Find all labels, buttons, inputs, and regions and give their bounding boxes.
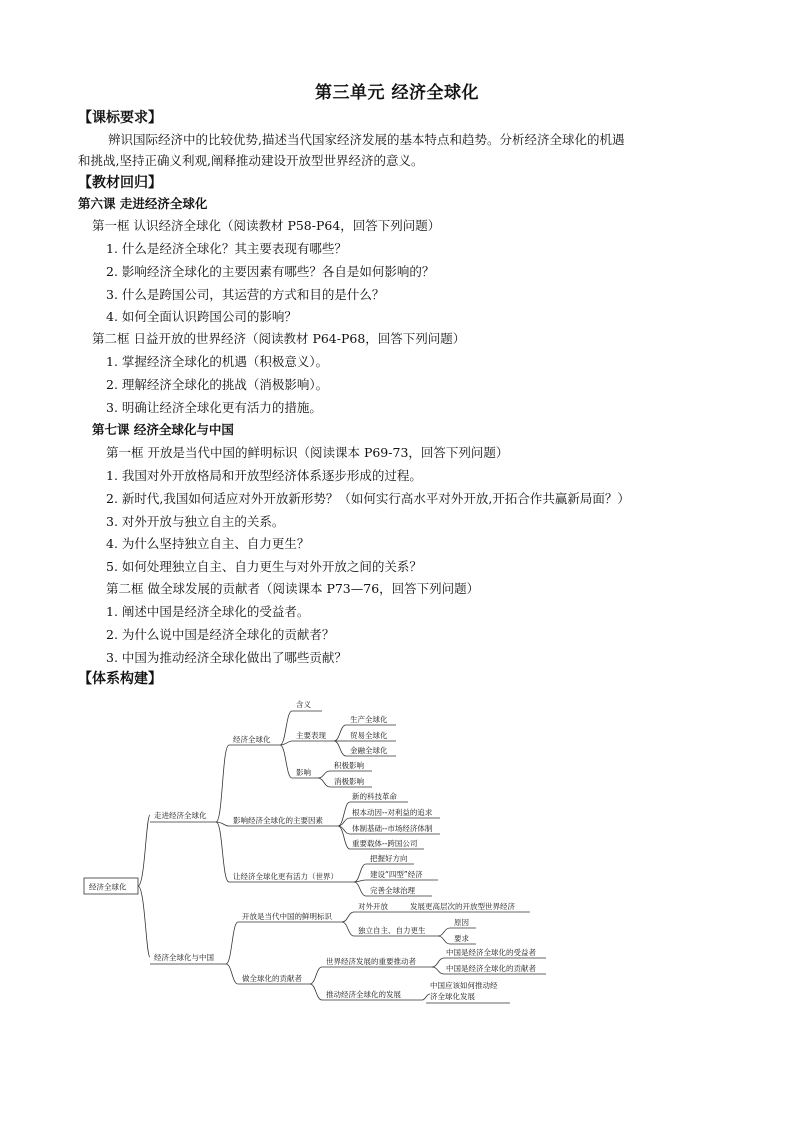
- mindmap-leaf: 积极影响: [334, 761, 364, 770]
- mindmap-node: 做全球化的贡献者: [242, 974, 302, 983]
- question: 4. 为什么坚持独立自主、自力更生？: [106, 536, 310, 551]
- mindmap-node: 开放是当代中国的鲜明标识: [242, 912, 332, 921]
- lesson7-frame2-title: 第二框 做全球发展的贡献者（阅读课本 P73—76，回答下列问题）: [106, 581, 480, 596]
- mindmap-leaf: 金融全球化: [350, 746, 388, 755]
- mindmap-node: 含义: [296, 700, 311, 709]
- mindmap-node: 影响: [296, 768, 311, 777]
- mindmap-node: 影响经济全球化的主要因素: [233, 816, 323, 825]
- mindmap-branch-2: 经济全球化与中国: [154, 953, 214, 962]
- mindmap-branch-1: 走进经济全球化: [154, 811, 207, 820]
- question: 3. 明确让经济全球化更有活力的措施。: [106, 400, 322, 415]
- question: 3. 对外开放与独立自主的关系。: [106, 514, 285, 529]
- mindmap-leaf: 贸易全球化: [350, 731, 388, 740]
- section-standard-heading: 【课标要求】: [78, 110, 162, 126]
- mindmap-leaf: 根本动因--对利益的追求: [352, 808, 433, 817]
- mindmap-leaf: 完善全球治理: [370, 886, 415, 895]
- section-system-heading: 【体系构建】: [78, 671, 162, 687]
- question: 2. 影响经济全球化的主要因素有哪些？各自是如何影响的？: [106, 264, 435, 279]
- mindmap-node: 独立自主、自力更生: [358, 926, 426, 935]
- mindmap-leaf: 新的科技革命: [352, 792, 397, 801]
- mindmap-leaf: 生产全球化: [350, 715, 388, 724]
- mindmap-leaf: 发展更高层次的开放型世界经济: [410, 902, 515, 911]
- mindmap-root: 经济全球化: [89, 882, 127, 892]
- mindmap-leaf: 重要载体--跨国公司: [352, 839, 418, 848]
- lesson6-title: 第六课 走进经济全球化: [78, 196, 208, 211]
- lesson6-frame1-title: 第一框 认识经济全球化（阅读教材 P58-P64，回答下列问题）: [92, 218, 441, 233]
- mindmap-leaf: 要求: [454, 934, 469, 943]
- question: 1. 什么是经济全球化？其主要表现有哪些？: [106, 241, 347, 256]
- question: 2. 理解经济全球化的挑战（消极影响）。: [106, 377, 329, 392]
- standard-text-line-1: 辨识国际经济中的比较优势,描述当代国家经济发展的基本特点和趋势。分析经济全球化的机遇: [108, 132, 625, 147]
- mindmap-leaf: 体制基础--市场经济体制: [352, 824, 433, 833]
- mindmap-node: 推动经济全球化的发展: [326, 990, 401, 999]
- mindmap-leaf: 中国应该如何推动经: [430, 981, 498, 990]
- question: 2. 为什么说中国是经济全球化的贡献者？: [106, 627, 335, 642]
- question: 1. 我国对外开放格局和开放型经济体系逐步形成的过程。: [106, 468, 422, 483]
- mindmap-leaf: 把握好方向: [370, 854, 408, 863]
- mindmap-leaf: 中国是经济全球化的受益者: [446, 948, 536, 957]
- mindmap-leaf: 建设“四型”经济: [370, 870, 423, 879]
- mindmap-node: 让经济全球化更有活力（世界）: [233, 872, 338, 881]
- lesson7-frame1-title: 第一框 开放是当代中国的鲜明标识（阅读课本 P69-73，回答下列问题）: [106, 445, 509, 460]
- question: 5. 如何处理独立自主、自力更生与对外开放之间的关系？: [106, 559, 422, 574]
- mindmap-node: 世界经济发展的重要推动者: [326, 957, 416, 966]
- section-review-heading: 【教材回归】: [78, 175, 162, 191]
- question: 3. 什么是跨国公司，其运营的方式和目的是什么？: [106, 287, 385, 302]
- mindmap-leaf: 原因: [454, 918, 469, 927]
- standard-text-line-2: 和挑战,坚持正确义利观,阐释推动建设开放型世界经济的意义。: [78, 153, 424, 168]
- mindmap-leaf: 济全球化发展: [430, 992, 475, 1001]
- mindmap-leaf: 消极影响: [334, 777, 364, 786]
- mindmap-node: 对外开放: [358, 902, 388, 911]
- mindmap-node: 经济全球化: [233, 735, 271, 744]
- lesson6-frame2-title: 第二框 日益开放的世界经济（阅读教材 P64-P68，回答下列问题）: [92, 331, 466, 346]
- question: 1. 掌握经济全球化的机遇（积极意义）。: [106, 354, 329, 369]
- question: 3. 中国为推动经济全球化做出了哪些贡献？: [106, 650, 347, 665]
- mindmap-node: 主要表现: [296, 731, 326, 740]
- question: 1. 阐述中国是经济全球化的受益者。: [106, 604, 310, 619]
- question: 2. 新时代,我国如何适应对外开放新形势？（如何实行高水平对外开放,开拓合作共赢新局面？）: [106, 491, 630, 506]
- mindmap-leaf: 中国是经济全球化的贡献者: [446, 964, 536, 973]
- question: 4. 如何全面认识跨国公司的影响？: [106, 309, 297, 324]
- lesson7-title: 第七课 经济全球化与中国: [92, 422, 234, 437]
- page-title: 第三单元 经济全球化: [315, 83, 479, 103]
